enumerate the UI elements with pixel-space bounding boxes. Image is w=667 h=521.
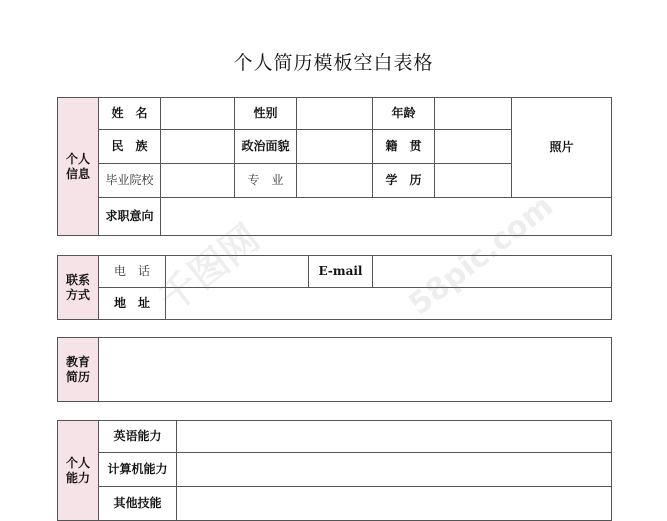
contact-table xyxy=(57,255,612,320)
gender-field[interactable] xyxy=(297,98,373,130)
ethnicity-label: 民 族 xyxy=(99,130,161,164)
school-field[interactable] xyxy=(161,164,235,198)
watermark-left: 千图网 xyxy=(150,215,268,321)
address-label: 地 址 xyxy=(99,288,166,320)
other-skills-field[interactable] xyxy=(177,487,612,521)
page-title: 个人简历模板空白表格 xyxy=(233,52,434,74)
computer-label: 计算机能力 xyxy=(99,453,177,487)
major-field[interactable] xyxy=(297,164,373,198)
objective-label: 求职意向 xyxy=(99,198,161,236)
name-field[interactable] xyxy=(161,98,235,130)
political-field[interactable] xyxy=(297,130,373,164)
watermark-right: 58pic.com xyxy=(402,188,560,323)
english-label: 英语能力 xyxy=(99,421,177,453)
other-skills-label: 其他技能 xyxy=(99,487,177,521)
education-level-label: 学 历 xyxy=(373,164,435,198)
computer-field[interactable] xyxy=(177,453,612,487)
education-section-label: 教育简历 xyxy=(58,338,99,402)
contact-section-label: 联系方式 xyxy=(58,256,99,320)
age-label: 年龄 xyxy=(373,98,435,130)
major-label: 专 业 xyxy=(235,164,297,198)
age-field[interactable] xyxy=(435,98,512,130)
native-place-field[interactable] xyxy=(435,130,512,164)
native-place-label: 籍 贯 xyxy=(373,130,435,164)
address-field[interactable] xyxy=(166,288,612,320)
education-history-field[interactable] xyxy=(99,338,612,402)
email-field[interactable] xyxy=(373,256,612,288)
education-table xyxy=(57,337,612,402)
name-label: 姓 名 xyxy=(99,98,161,130)
personal-info-table xyxy=(57,97,612,236)
ethnicity-field[interactable] xyxy=(161,130,235,164)
english-field[interactable] xyxy=(177,421,612,453)
political-label: 政治面貌 xyxy=(235,130,297,164)
phone-label: 电 话 xyxy=(99,256,166,288)
photo-box[interactable]: 照片 xyxy=(512,98,612,198)
email-label: E-mail xyxy=(309,256,373,288)
education-level-field[interactable] xyxy=(435,164,512,198)
gender-label: 性别 xyxy=(235,98,297,130)
personal-section-label: 个人信息 xyxy=(58,98,99,236)
ability-table xyxy=(57,420,612,521)
phone-field[interactable] xyxy=(166,256,309,288)
school-label: 毕业院校 xyxy=(99,164,161,198)
objective-field[interactable] xyxy=(161,198,612,236)
ability-section-label: 个人能力 xyxy=(58,421,99,521)
